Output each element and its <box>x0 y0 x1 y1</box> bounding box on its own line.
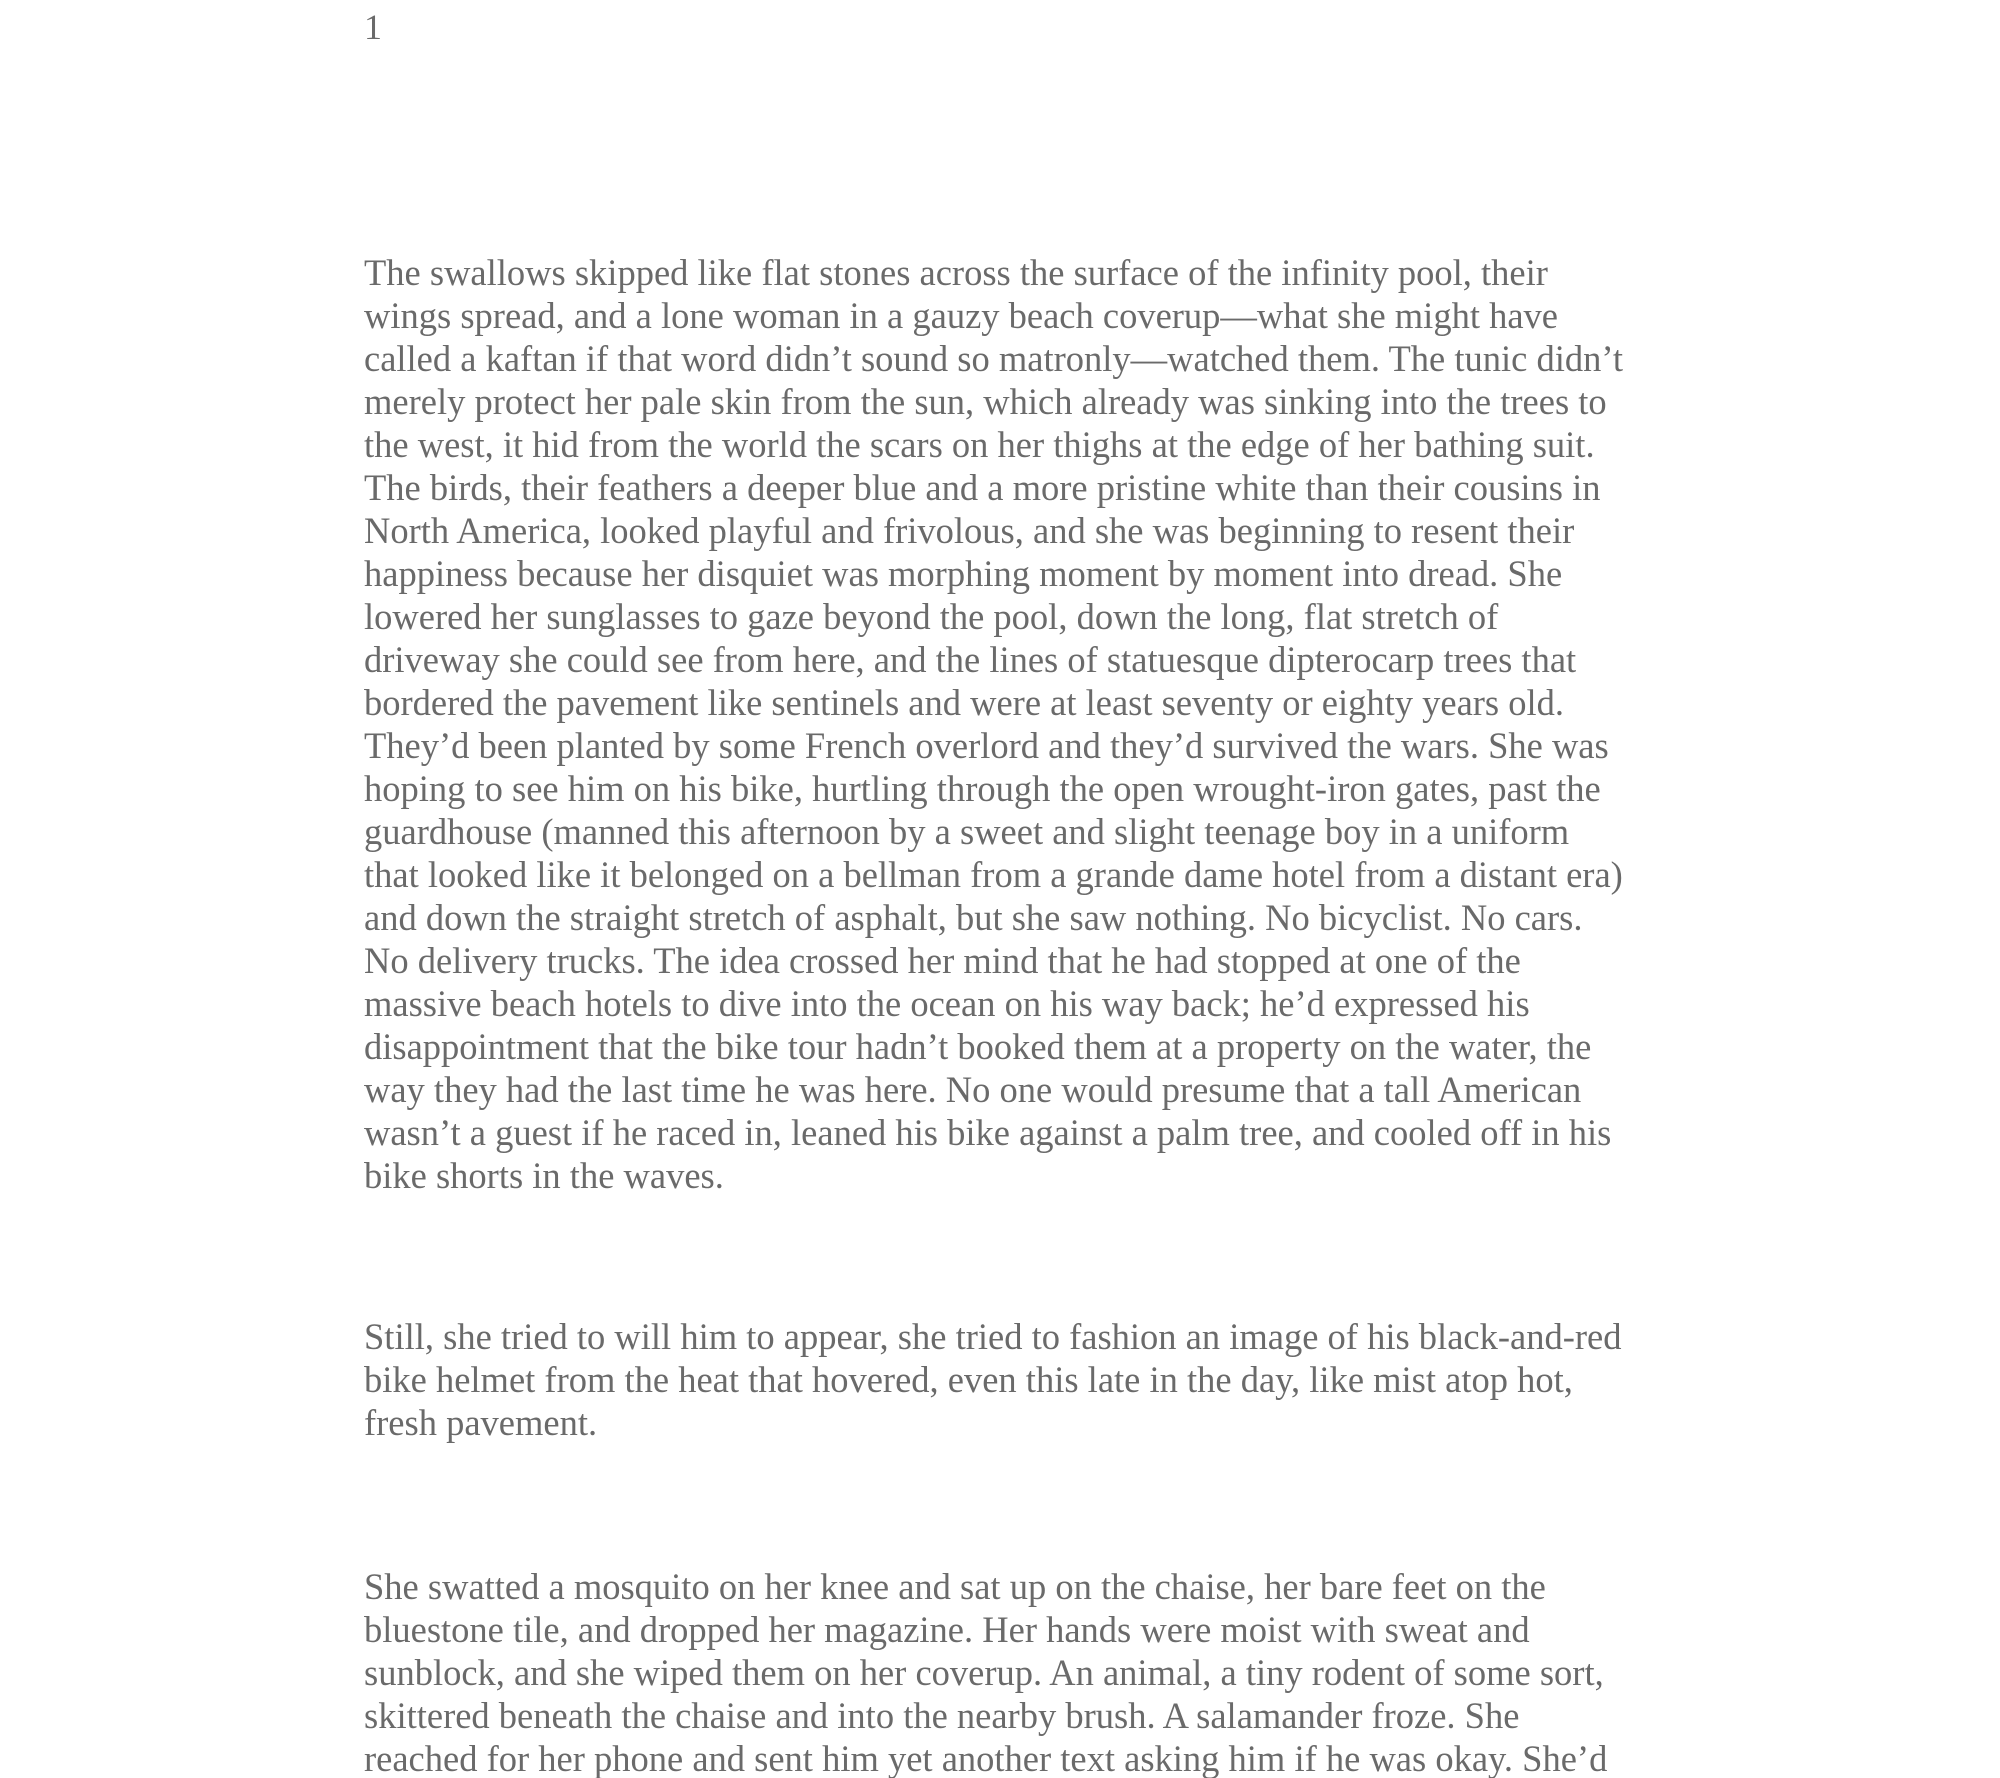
paragraph-line: The birds, their feathers a deeper blue and a more pristine white than their cousins in <box>364 467 1601 508</box>
paragraph-line: the west, it hid from the world the scars on her thighs at the edge of her bathing suit. <box>364 424 1595 465</box>
paragraph-line: wasn’t a guest if he raced in, leaned his bike against a palm tree, and cooled off in his <box>364 1112 1612 1153</box>
paragraph-line: fresh pavement. <box>364 1402 598 1443</box>
paragraph-line: and down the straight stretch of asphalt, but she saw nothing. No bicyclist. No cars. <box>364 897 1583 938</box>
paragraph-line: Still, she tried to will him to appear, she tried to fashion an image of his black-and-red <box>364 1316 1622 1357</box>
paragraph-line: bluestone tile, and dropped her magazine. Her hands were moist with sweat and <box>364 1609 1530 1650</box>
paragraph-line: They’d been planted by some French overlord and they’d survived the wars. She was <box>364 725 1609 766</box>
paragraph-line: merely protect her pale skin from the sun, which already was sinking into the trees to <box>364 381 1607 422</box>
paragraph-line: that looked like it belonged on a bellman from a grande dame hotel from a distant era) <box>364 854 1623 895</box>
paragraph-line: sunblock, and she wiped them on her coverup. An animal, a tiny rodent of some sort, <box>364 1652 1604 1693</box>
paragraph-line: wings spread, and a lone woman in a gauzy beach coverup—what she might have <box>364 295 1558 336</box>
paragraph-line: hoping to see him on his bike, hurtling through the open wrought-iron gates, past the <box>364 768 1601 809</box>
paragraph-2 <box>364 1315 1621 1444</box>
paragraph-line: driveway she could see from here, and the lines of statuesque dipterocarp trees that <box>364 639 1577 680</box>
paragraph-line: called a kaftan if that word didn’t sound so matronly—watched them. The tunic didn’t <box>364 338 1623 379</box>
paragraph-line: She swatted a mosquito on her knee and sat up on the chaise, her bare feet on the <box>364 1566 1546 1607</box>
page-number: 1 <box>364 7 382 47</box>
paragraph-line: massive beach hotels to dive into the ocean on his way back; he’d expressed his <box>364 983 1530 1024</box>
paragraph-line: No delivery trucks. The idea crossed her mind that he had stopped at one of the <box>364 940 1521 981</box>
paragraph-line: way they had the last time he was here. No one would presume that a tall American <box>364 1069 1582 1110</box>
paragraph-line: guardhouse (manned this afternoon by a sweet and slight teenage boy in a uniform <box>364 811 1570 852</box>
paragraph-line: bike shorts in the waves. <box>364 1155 724 1196</box>
paragraph-line: disappointment that the bike tour hadn’t booked them at a property on the water, the <box>364 1026 1592 1067</box>
paragraph-line: skittered beneath the chaise and into the nearby brush. A salamander froze. She <box>364 1695 1520 1736</box>
paragraph-line: reached for her phone and sent him yet another text asking him if he was okay. She’d <box>364 1738 1608 1778</box>
paragraph-line: North America, looked playful and frivolous, and she was beginning to resent their <box>364 510 1575 551</box>
paragraph-line: The swallows skipped like flat stones across the surface of the infinity pool, their <box>364 252 1548 293</box>
paragraph-line: lowered her sunglasses to gaze beyond the pool, down the long, flat stretch of <box>364 596 1499 637</box>
paragraph-line: bike helmet from the heat that hovered, even this late in the day, like mist atop hot, <box>364 1359 1573 1400</box>
paragraph-line: bordered the pavement like sentinels and were at least seventy or eighty years old. <box>364 682 1565 723</box>
paragraph-3 <box>364 1565 1607 1778</box>
paragraph-1 <box>364 251 1623 1197</box>
paragraph-line: happiness because her disquiet was morphing moment by moment into dread. She <box>364 553 1563 594</box>
